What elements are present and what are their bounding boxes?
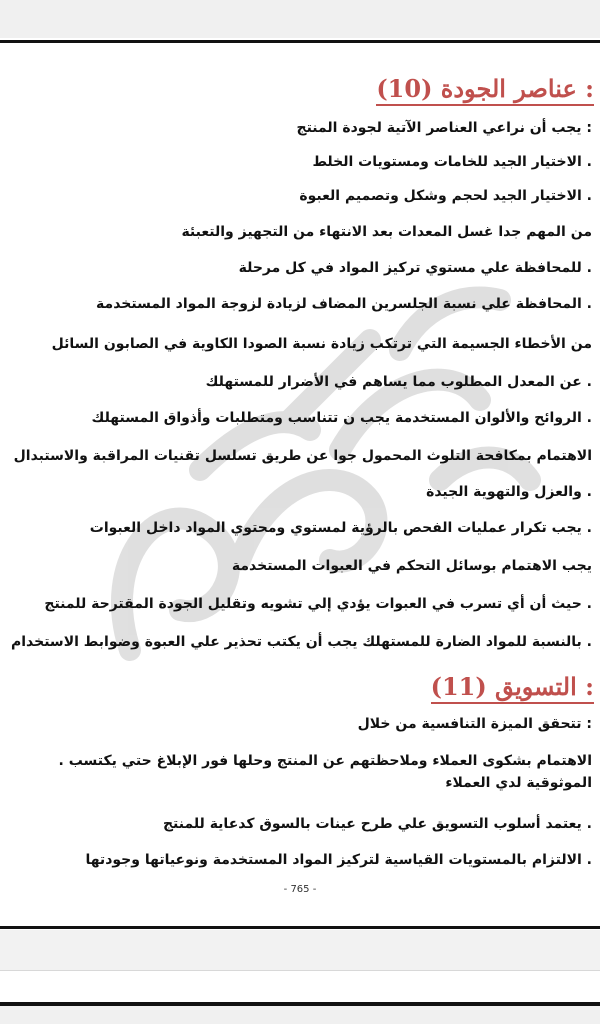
text-line: . المحافظة علي نسبة الجلسرين المضاف لزيادة لزوجة المواد المستخدمة: [96, 296, 592, 312]
document-page: [0, 46, 600, 922]
section-heading-marketing: : التسويق (11): [431, 672, 594, 704]
text-line: : يجب أن نراعي العناصر الآتية لجودة المنتج: [296, 120, 592, 136]
page-gap: [0, 930, 600, 971]
text-line: . للمحافظة علي مستوي تركيز المواد في كل مرحلة: [238, 260, 592, 276]
section-heading-quality: : عناصر الجودة (10): [376, 74, 594, 106]
text-line: . الالتزام بالمستويات القياسية لتركيز المواد المستخدمة ونوعياتها وجودتها: [85, 852, 592, 868]
top-margin: [0, 0, 600, 38]
text-line: من الأخطاء الجسيمة التي ترتكب زيادة نسبة الصودا الكاوية في الصابون السائل: [51, 336, 592, 352]
page-number: - 765 -: [283, 884, 317, 895]
top-rule: [0, 40, 600, 43]
text-line: . والعزل والتهوية الجيدة: [426, 484, 592, 500]
text-line: . يعتمد أسلوب التسويق علي طرح عينات بالسوق كدعاية للمنتج: [162, 816, 592, 832]
text-line: . الاختيار الجيد للخامات ومستويات الخلط: [312, 154, 592, 170]
text-line: : تتحقق الميزة التنافسية من خلال: [357, 716, 592, 732]
text-line: الاهتمام بمكافحة التلوث المحمول جوا عن طريق تسلسل تقنيات المراقبة والاستبدال: [13, 448, 592, 464]
text-line: . يجب تكرار عمليات الفحص بالرؤية لمستوي ومحتوي المواد داخل العبوات: [89, 520, 592, 536]
bottom-margin: [0, 1006, 600, 1024]
text-line: . الروائح والألوان المستخدمة يجب ن تتناسب ومتطلبات وأذواق المستهلك: [91, 410, 592, 426]
text-line: من المهم جدا غسل المعدات بعد الانتهاء من التجهيز والتعبئة: [181, 224, 592, 240]
text-line: . بالنسبة للمواد الضارة للمستهلك يجب أن يكتب تحذير علي العبوة وضوابط الاستخدام: [10, 634, 592, 650]
bottom-rule: [0, 926, 600, 929]
text-line: يجب الاهتمام بوسائل التحكم في العبوات المستخدمة: [231, 558, 592, 574]
text-line: . حيث أن أي تسرب في العبوات يؤدي إلي تشويه وتقليل الجودة المقترحة للمنتج: [44, 596, 592, 612]
text-line: الاهتمام بشكوى العملاء وملاحظتهم عن المنتج وحلها فور الإبلاغ حتي يكتسب . الموثوقية لدي العملاء: [58, 753, 592, 791]
text-line: . عن المعدل المطلوب مما يساهم في الأضرار للمستهلك: [205, 374, 592, 390]
text-line: . الاختيار الجيد لحجم وشكل وتصميم العبوة: [299, 188, 592, 204]
